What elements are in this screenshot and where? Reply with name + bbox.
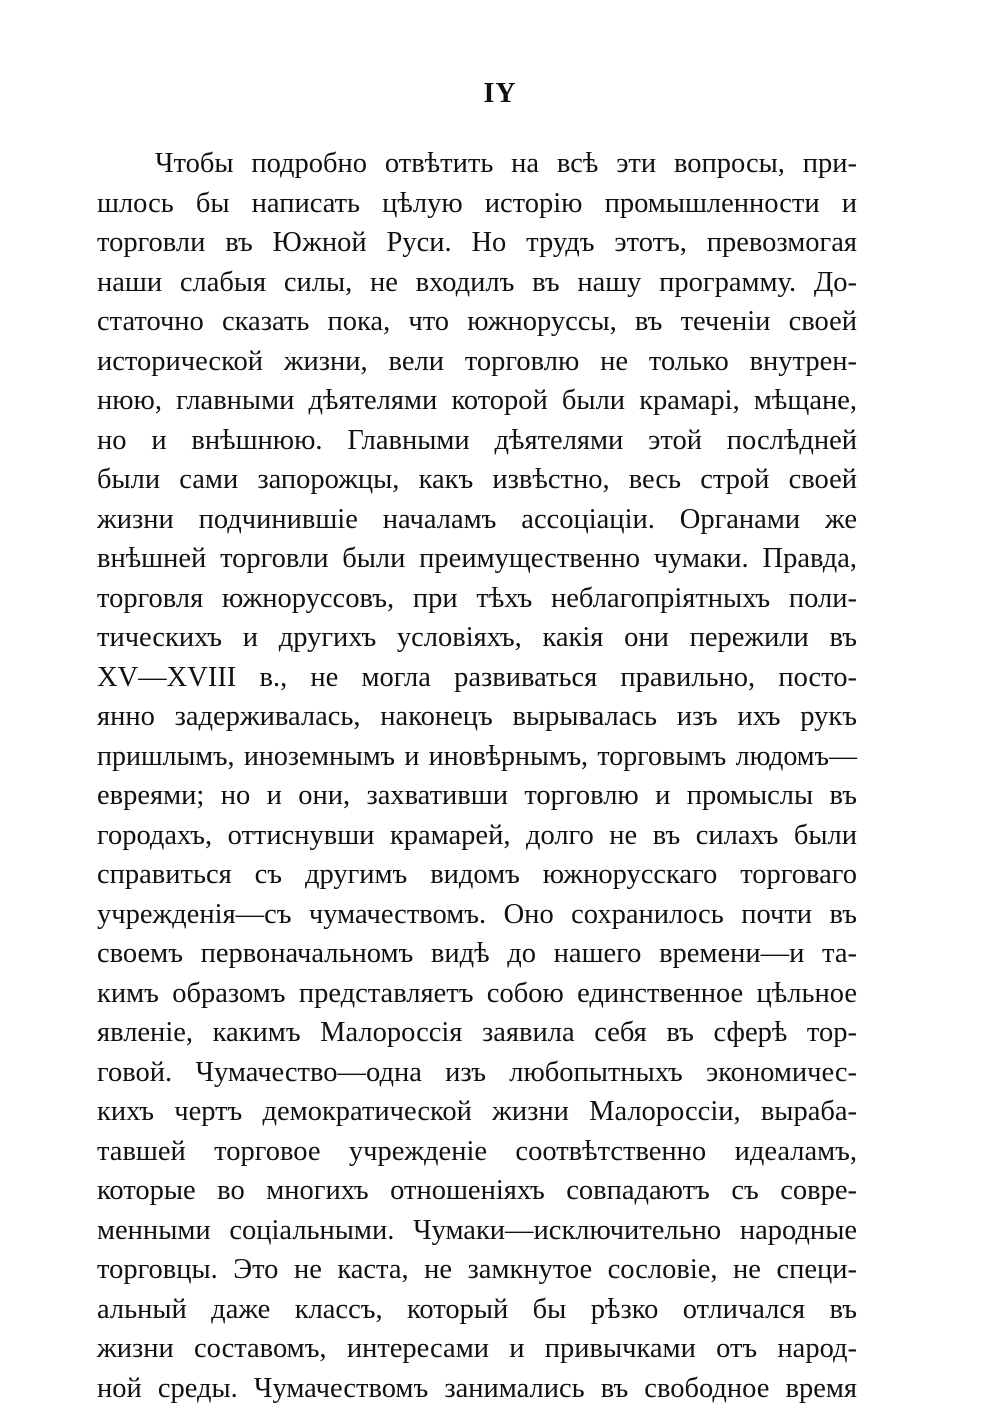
text-line: своемъ первоначальномъ видѣ до нашего времени—и та- [97,938,857,969]
text-line: XV—XVIII в., не могла развиваться правильно, посто- [97,661,857,693]
text-line: явленіе, какимъ Малороссія заявила себя въ сферѣ тор- [97,1017,857,1048]
text-line: евреями; но и они, захвативши торговлю и промыслы въ [97,780,857,811]
text-line: внѣшней торговли были преимущественно чумаки. Правда, [97,543,857,574]
text-line: нюю, главными дѣятелями которой были крамарі, мѣщане, [97,385,857,416]
text-line: говой. Чумачество—одна изъ любопытныхъ экономичес- [97,1056,857,1088]
text-line: ной среды. Чумачествомъ занимались въ свободное время [97,1372,857,1404]
text-line: торговля южноруссовъ, при тѣхъ неблагопріятныхъ поли- [97,582,857,614]
text-line: менными соціальными. Чумаки—исключительно народные [97,1214,857,1246]
text-line: были сами запорожцы, какъ извѣстно, весь строй своей [97,464,857,495]
text-line: кихъ чертъ демократической жизни Малороссіи, выраба- [97,1096,857,1127]
text-line: торговли въ Южной Руси. Но трудъ этотъ, превозмогая [97,227,857,258]
text-line: тическихъ и другихъ условіяхъ, какія они пережили въ [97,622,857,653]
text-line: статочно сказать пока, что южноруссы, въ теченіи своей [97,306,857,337]
text-line: Чтобы подробно отвѣтить на всѣ эти вопросы, при- [155,148,857,179]
text-line: которые во многихъ отношеніяхъ совпадаютъ съ совре- [97,1175,857,1206]
text-line: жизни подчинившіе началамъ ассоціаціи. Органами же [97,503,857,535]
text-line: справиться съ другимъ видомъ южнорусскаго торговаго [97,859,857,890]
text-line: жизни составомъ, интересами и привычками отъ народ- [97,1333,857,1364]
text-line: городахъ, оттиснувши крамарей, долго не въ силахъ были [97,819,857,851]
text-line: янно задерживалась, наконецъ вырывалась изъ ихъ рукъ [97,701,857,732]
text-line: исторической жизни, вели торговлю не только внутрен- [97,345,857,377]
text-line: пришлымъ, иноземнымъ и иновѣрнымъ, торговымъ людомъ— [97,740,857,772]
text-line: торговцы. Это не каста, не замкнутое сословіе, не специ- [97,1254,857,1285]
text-line: учрежденія—съ чумачествомъ. Оно сохранилось почти въ [97,898,857,930]
text-line: кимъ образомъ представляетъ собою единственное цѣльное [97,977,857,1009]
text-line: альный даже классъ, который бы рѣзко отличался въ [97,1293,857,1325]
text-line: наши слабыя силы, не входилъ въ нашу программу. До- [97,266,857,298]
page-number: IY [483,78,517,109]
text-line: шлось бы написать цѣлую исторію промышленности и [97,187,857,219]
body-text [97,144,857,1408]
text-line: тавшей торговое учрежденіе соотвѣтственно идеаламъ, [97,1135,857,1167]
text-line: но и внѣшнюю. Главными дѣятелями этой послѣдней [97,424,857,456]
